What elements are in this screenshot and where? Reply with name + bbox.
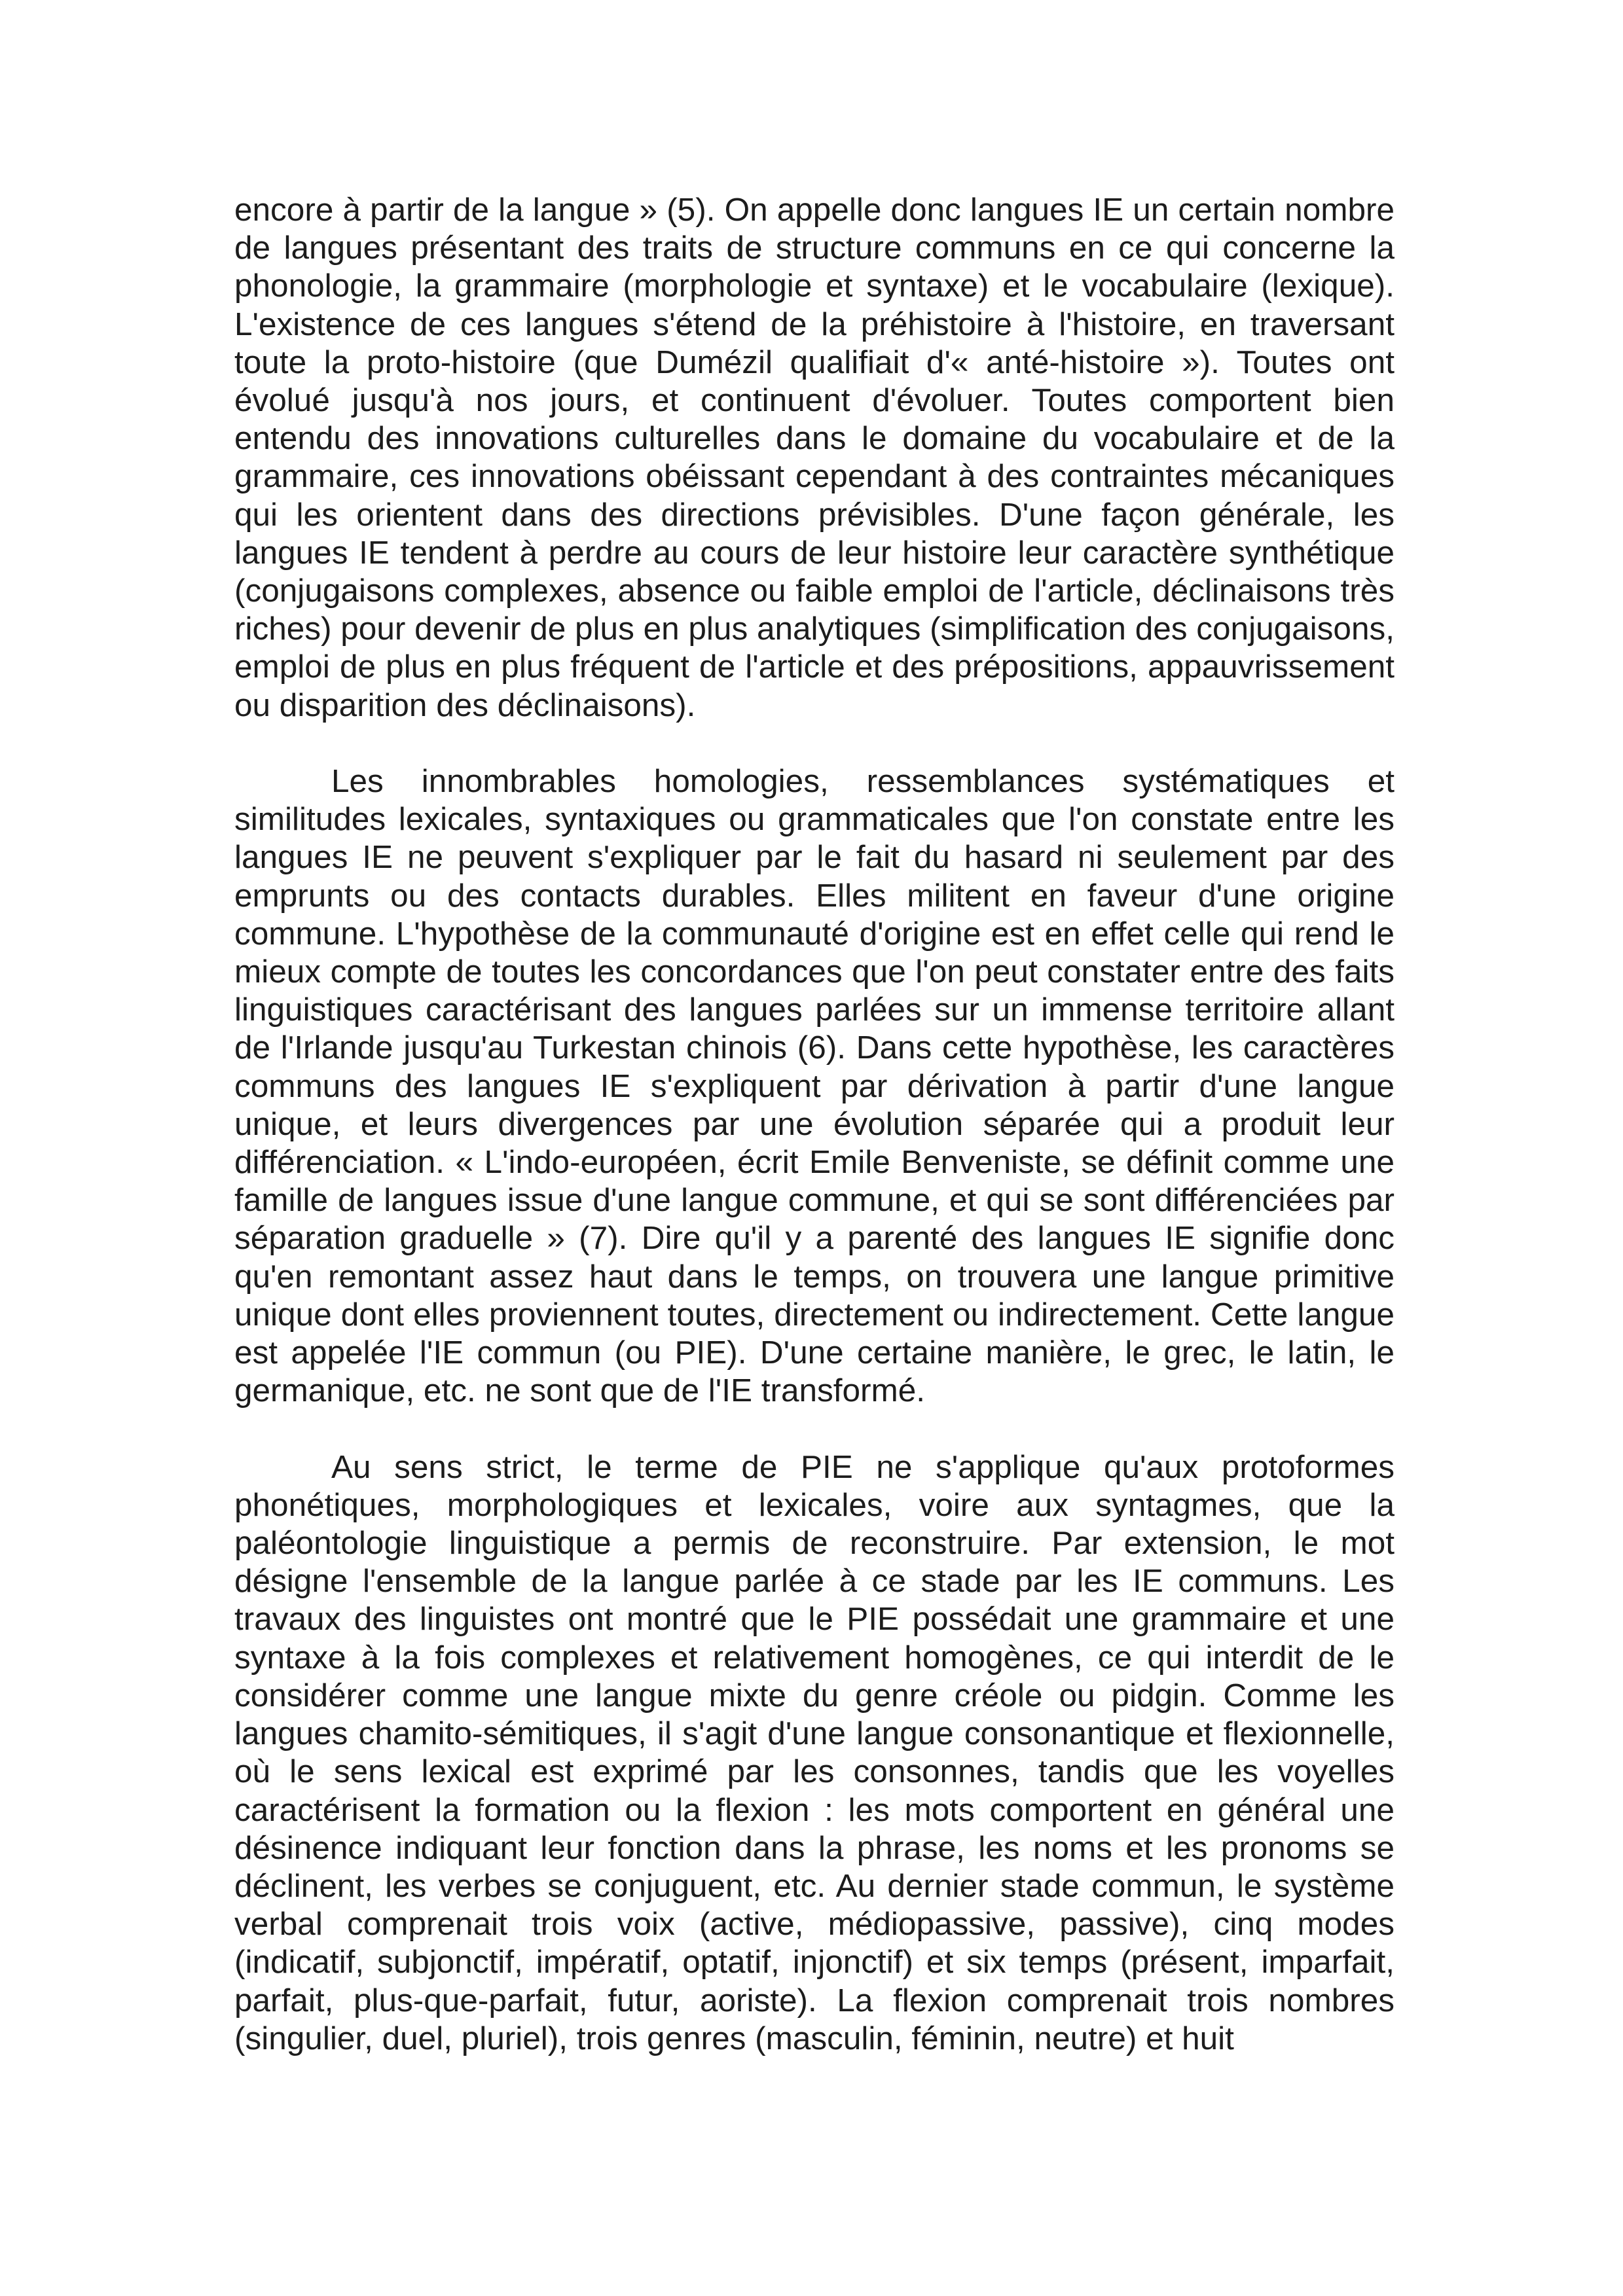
paragraph-2: Les innombrables homologies, ressemblances systématiques et similitudes lexicales, syntaxiques ou grammaticales que l'on constate entre les langues IE ne peuvent s'expliquer par le fait du hasard ni seulement par des emprunts ou des contacts durables. Elles militent en faveur d'une origine commune. L'hypothèse de la communauté d'origine est en effet celle qui rend le mieux compte de toutes les concordances que l'on peut constater entre des faits linguistiques caractérisant des langues parlées sur un immense territoire allant de l'Irlande jusqu'au Turkestan chinois (6). Dans cette hypothèse, les caractères communs des langues IE s'expliquent par dérivation à partir d'une langue unique, et leurs divergences par une évolution séparée qui a produit leur différenciation. « L'indo-européen, écrit Emile Benveniste, se définit comme une famille de langues issue d'une langue commune, et qui se sont différenciées par séparation graduelle » (7). Dire qu'il y a parenté des langues IE signifie donc qu'en remontant assez haut dans le temps, on trouvera une langue primitive unique dont elles proviennent toutes, directement ou indirectement. Cette langue est appelée l'IE commun (ou PIE). D'une certaine manière, le grec, le latin, le germanique, etc. ne sont que de l'IE transformé. — [234, 763, 1395, 1409]
body-text — [234, 191, 1395, 2058]
paragraph-1: encore à partir de la langue » (5). On appelle donc langues IE un certain nombre de langues présentant des traits de structure communs en ce qui concerne la phonologie, la grammaire (morphologie et syntaxe) et le vocabulaire (lexique). L'existence de ces langues s'étend de la préhistoire à l'histoire, en traversant toute la proto-histoire (que Dumézil qualifiait d'« anté-histoire »). Toutes ont évolué jusqu'à nos jours, et continuent d'évoluer. Toutes comportent bien entendu des innovations culturelles dans le domaine du vocabulaire et de la grammaire, ces innovations obéissant cependant à des contraintes mécaniques qui les orientent dans des directions prévisibles. D'une façon générale, les langues IE tendent à perdre au cours de leur histoire leur caractère synthétique (conjugaisons complexes, absence ou faible emploi de l'article, déclinaisons très riches) pour devenir de plus en plus analytiques (simplification des conjugaisons, emploi de plus en plus fréquent de l'article et des prépositions, appauvrissement ou disparition des déclinaisons). — [234, 192, 1395, 723]
paragraph-3: Au sens strict, le terme de PIE ne s'applique qu'aux protoformes phonétiques, morphologiques et lexicales, voire aux syntagmes, que la paléontologie linguistique a permis de reconstruire. Par extension, le mot désigne l'ensemble de la langue parlée à ce stade par les IE communs. Les travaux des linguistes ont montré que le PIE possédait une grammaire et une syntaxe à la fois complexes et relativement homogènes, ce qui interdit de le considérer comme une langue mixte du genre créole ou pidgin. Comme les langues chamito-sémitiques, il s'agit d'une langue consonantique et flexionnelle, où le sens lexical est exprimé par les consonnes, tandis que les voyelles caractérisent la formation ou la flexion : les mots comportent en général une désinence indiquant leur fonction dans la phrase, les noms et les pronoms se déclinent, les verbes se conjuguent, etc. Au dernier stade commun, le système verbal comprenait trois voix (active, médiopassive, passive), cinq modes (indicatif, subjonctif, impératif, optatif, injonctif) et six temps (présent, imparfait, parfait, plus-que-parfait, futur, aoriste). La flexion comprenait trois nombres (singulier, duel, pluriel), trois genres (masculin, féminin, neutre) et huit — [234, 1448, 1395, 2056]
